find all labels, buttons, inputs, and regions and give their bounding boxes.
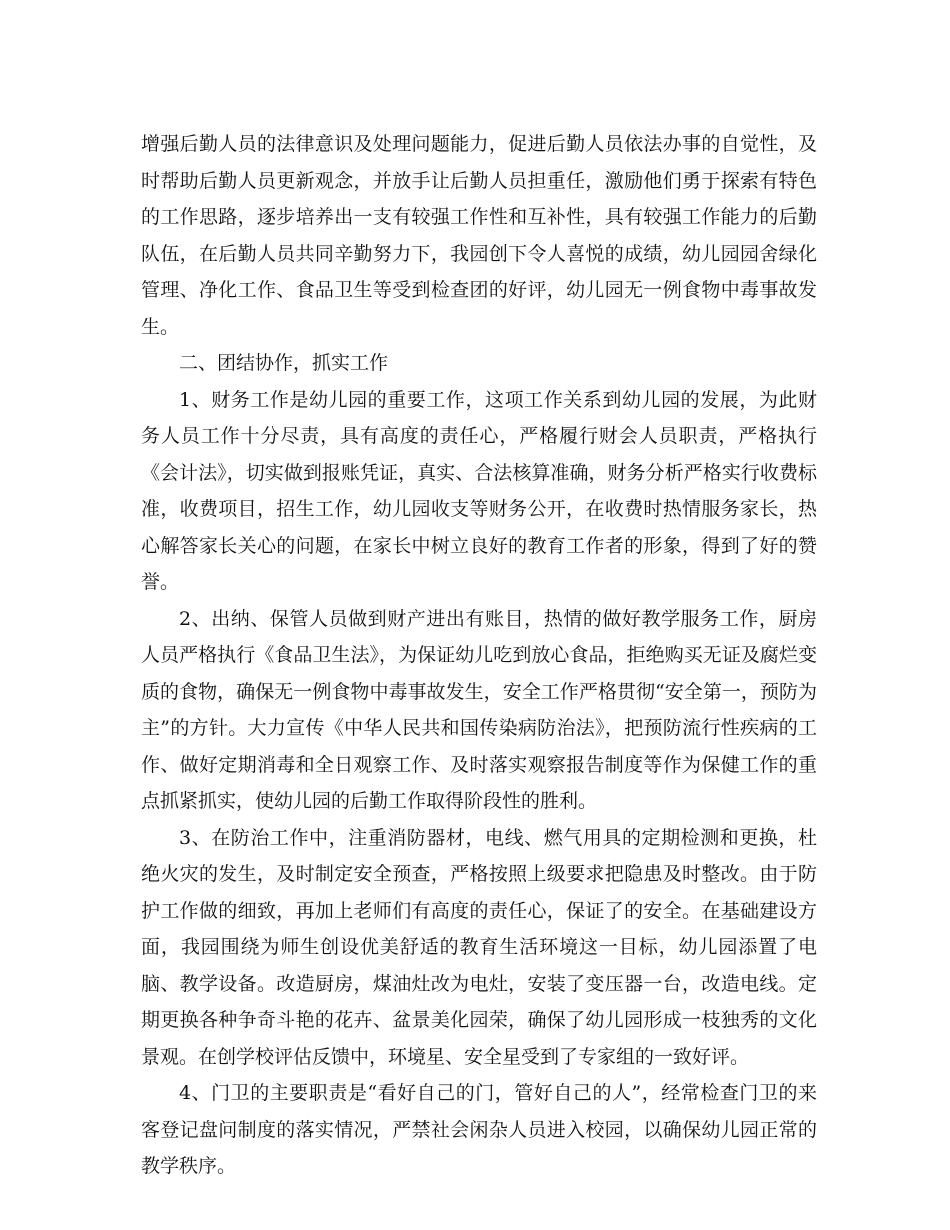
paragraph-safety: 3、在防治工作中，注重消防器材，电线、燃气用具的定期检测和更换，杜绝火灾的发生，及时制定安全预查，严格按照上级要求把隐患及时整改。由于防护工作做的细致，再加上老师们有高度的责任心，保证了的安全。在基础建设方面，我园围绕为师生创设优美舒适的教育生活环境这一目标，幼儿园添置了电脑、教学设备。改造厨房，煤油灶改为电灶，安装了变压器一台，改造电线。定期更换各种争奇斗艳的花卉、盆景美化园荣，确保了幼儿园形成一枝独秀的文化景观。在创学校评估反馈中，环境星、安全星受到了专家组的一致好评。 — [141, 826, 817, 1068]
paragraph-cashier: 2、出纳、保管人员做到财产进出有账目，热情的做好教学服务工作，厨房人员严格执行《食品卫生法》，为保证幼儿吃到放心食品，拒绝购买无证及腐烂变质的食物，确保无一例食物中毒事故发生，安全工作严格贯彻“安全第一，预防为主”的方针。大力宣传《中华人民共和国传染病防治法》，把预防流行性疾病的工作、做好定期消毒和全日观察工作、及时落实观察报告制度等作为保健工作的重点抓紧抓实，使幼儿园的后勤工作取得阶段性的胜利。 — [141, 607, 817, 812]
section-heading: 二、团结协作，抓实工作 — [179, 352, 389, 374]
paragraph-finance: 1、财务工作是幼儿园的重要工作，这项工作关系到幼儿园的发展，为此财务人员工作十分尽责，具有高度的责任心，严格履行财会人员职责，严格执行《会计法》，切实做到报账凭证，真实、合法核算准确，财务分析严格实行收费标准，收费项目，招生工作，幼儿园收支等财务公开，在收费时热情服务家长，热心解答家长关心的问题，在家长中树立良好的教育工作者的形象，得到了好的赞誉。 — [141, 388, 817, 593]
paragraph-guard: 4、门卫的主要职责是“看好自己的门，管好自己的人”，经常检查门卫的来客登记盘问制度的落实情况，严禁社会闲杂人员进入校园，以确保幼儿园正常的教学秩序。 — [141, 1082, 817, 1177]
document-body — [141, 126, 817, 1185]
paragraph-continuation: 增强后勤人员的法律意识及处理问题能力，促进后勤人员依法办事的自觉性，及时帮助后勤人员更新观念，并放手让后勤人员担重任，激励他们勇于探索有特色的工作思路，逐步培养出一支有较强工作性和互补性，具有较强工作能力的后勤队伍，在后勤人员共同辛勤努力下，我园创下令人喜悦的成绩，幼儿园园舍绿化管理、净化工作、食品卫生等受到检查团的好评，幼儿园无一例食物中毒事故发生。 — [141, 133, 817, 338]
